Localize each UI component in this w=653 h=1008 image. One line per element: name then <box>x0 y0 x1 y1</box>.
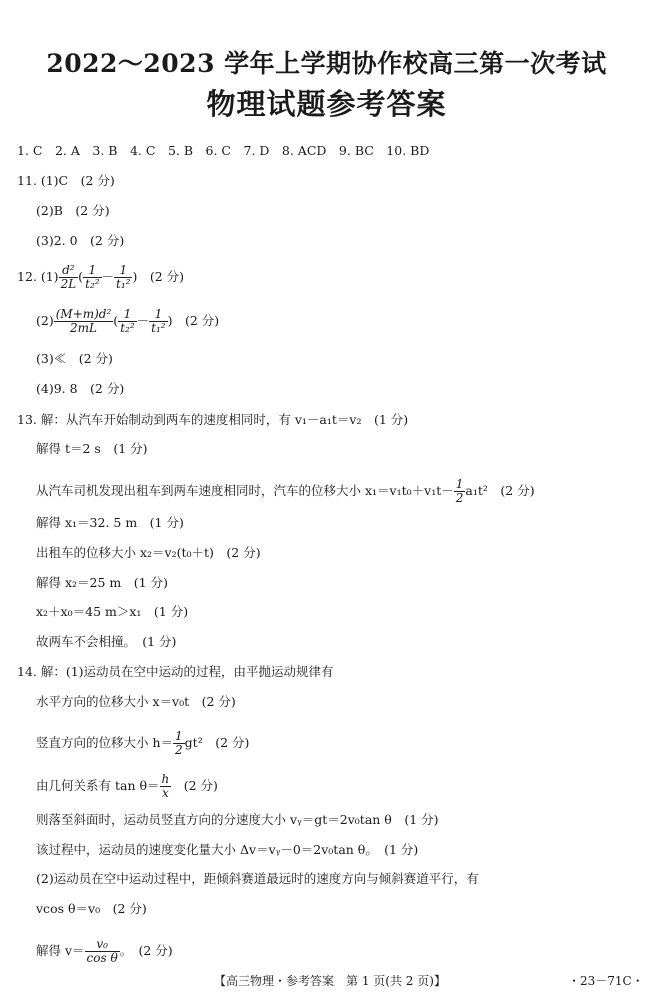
q14-line4: 由几何关系有 tan θ＝ $\frac{h}{x}$ (2 分) <box>36 772 218 800</box>
q14-line9: 解得 v＝ $\frac{\text{v₀}}{\text{cos θ}}$ 。 (2 分) <box>36 937 173 965</box>
q11-part2: (2)B (2 分) <box>36 203 110 218</box>
q11-part1: 11. (1)C (2 分) <box>17 173 115 188</box>
answer-key-title: 物理试题参考答案 <box>206 87 447 121</box>
q13-line6: 解得 x₂＝25 m (1 分) <box>36 575 168 590</box>
q13-line5: 出租车的位移大小 x₂＝v₂(t₀＋t) (2 分) <box>36 545 261 560</box>
q14-line8: vcos θ＝v₀ (2 分) <box>36 901 147 916</box>
q12-frac-1-t2: $\frac{1}{\text{t₂²}}$ <box>85 263 100 291</box>
q14-line3: 竖直方向的位移大小 h＝ $\frac{1}{2}$ gt² (2 分) <box>36 729 250 757</box>
q13-line2: 解得 t＝2 s (1 分) <box>36 441 148 456</box>
q13-line7: x₂＋x₀＝45 m＞x₁ (1 分) <box>36 604 189 619</box>
q11-part3: (3)2. 0 (2 分) <box>36 233 125 248</box>
footer-code: ・23－71C・ <box>568 974 644 988</box>
q14-line5: 则落至斜面时，运动员竖直方向的分速度大小 vᵧ＝gt＝2v₀tan θ (1 分) <box>36 812 439 827</box>
q13-line4: 解得 x₁＝32. 5 m (1 分) <box>36 515 184 530</box>
q13-line8: 故两车不会相撞。 (1 分) <box>36 634 177 649</box>
half-fraction: $\frac{1}{2}$ <box>455 477 464 505</box>
choice-answers: 1. C 2. A 3. B 4. C 5. B 6. C 7. D 8. ACD 9. BC 10. BD <box>17 143 430 158</box>
q12-frac-1-t1: $\frac{1}{\text{t₁²}}$ <box>116 263 131 291</box>
q14-line7: (2)运动员在空中运动过程中，距倾斜赛道最远时的速度方向与倾斜赛道平行，有 <box>36 871 479 886</box>
q12-part4: (4)9. 8 (2 分) <box>36 381 125 396</box>
q12-part1: 12. (1) $\frac{\text{d²}}{2L}$ ( $\frac{1}{\text{t₂²}}$ － $\frac{1}{\text{t₁²}}$ ) (2 分) <box>17 263 185 291</box>
exam-title: 2022～2023 学年上学期协作校高三第一次考试 <box>46 49 607 78</box>
q14-line2: 水平方向的位移大小 x＝v₀t (2 分) <box>36 694 236 709</box>
q13-line1: 13. 解：从汽车开始制动到两车的速度相同时，有 v₁－a₁t＝v₂ (1 分) <box>17 412 409 427</box>
q12-part2: (2) $\frac{\text{(M+m)d²}}{2mL}$ ( $\frac{1}{\text{t₂²}}$ － $\frac{1}{\text{t₁²}}$ ) (2 分) <box>36 307 220 335</box>
footer-page-info: 【高三物理・参考答案 第 1 页(共 2 页)】 <box>214 974 446 988</box>
q12-frac-d2-2l: $\frac{\text{d²}}{2L}$ <box>60 263 77 291</box>
q13-line3: 从汽车司机发现出租车到两车速度相同时，汽车的位移大小 x₁＝v₁t₀＋v₁t－ $\frac{1}{2}$ a₁t² (2 分) <box>36 477 535 505</box>
q14-line6: 该过程中，运动员的速度变化量大小 Δv＝vᵧ－0＝2v₀tan θ。 (1 分) <box>36 842 419 857</box>
q12-part3: (3)≪ (2 分) <box>36 351 113 366</box>
q12-frac-mass: $\frac{\text{(M+m)d²}}{2mL}$ <box>55 307 112 335</box>
q14-line1: 14. 解：(1)运动员在空中运动的过程，由平抛运动规律有 <box>17 664 334 679</box>
